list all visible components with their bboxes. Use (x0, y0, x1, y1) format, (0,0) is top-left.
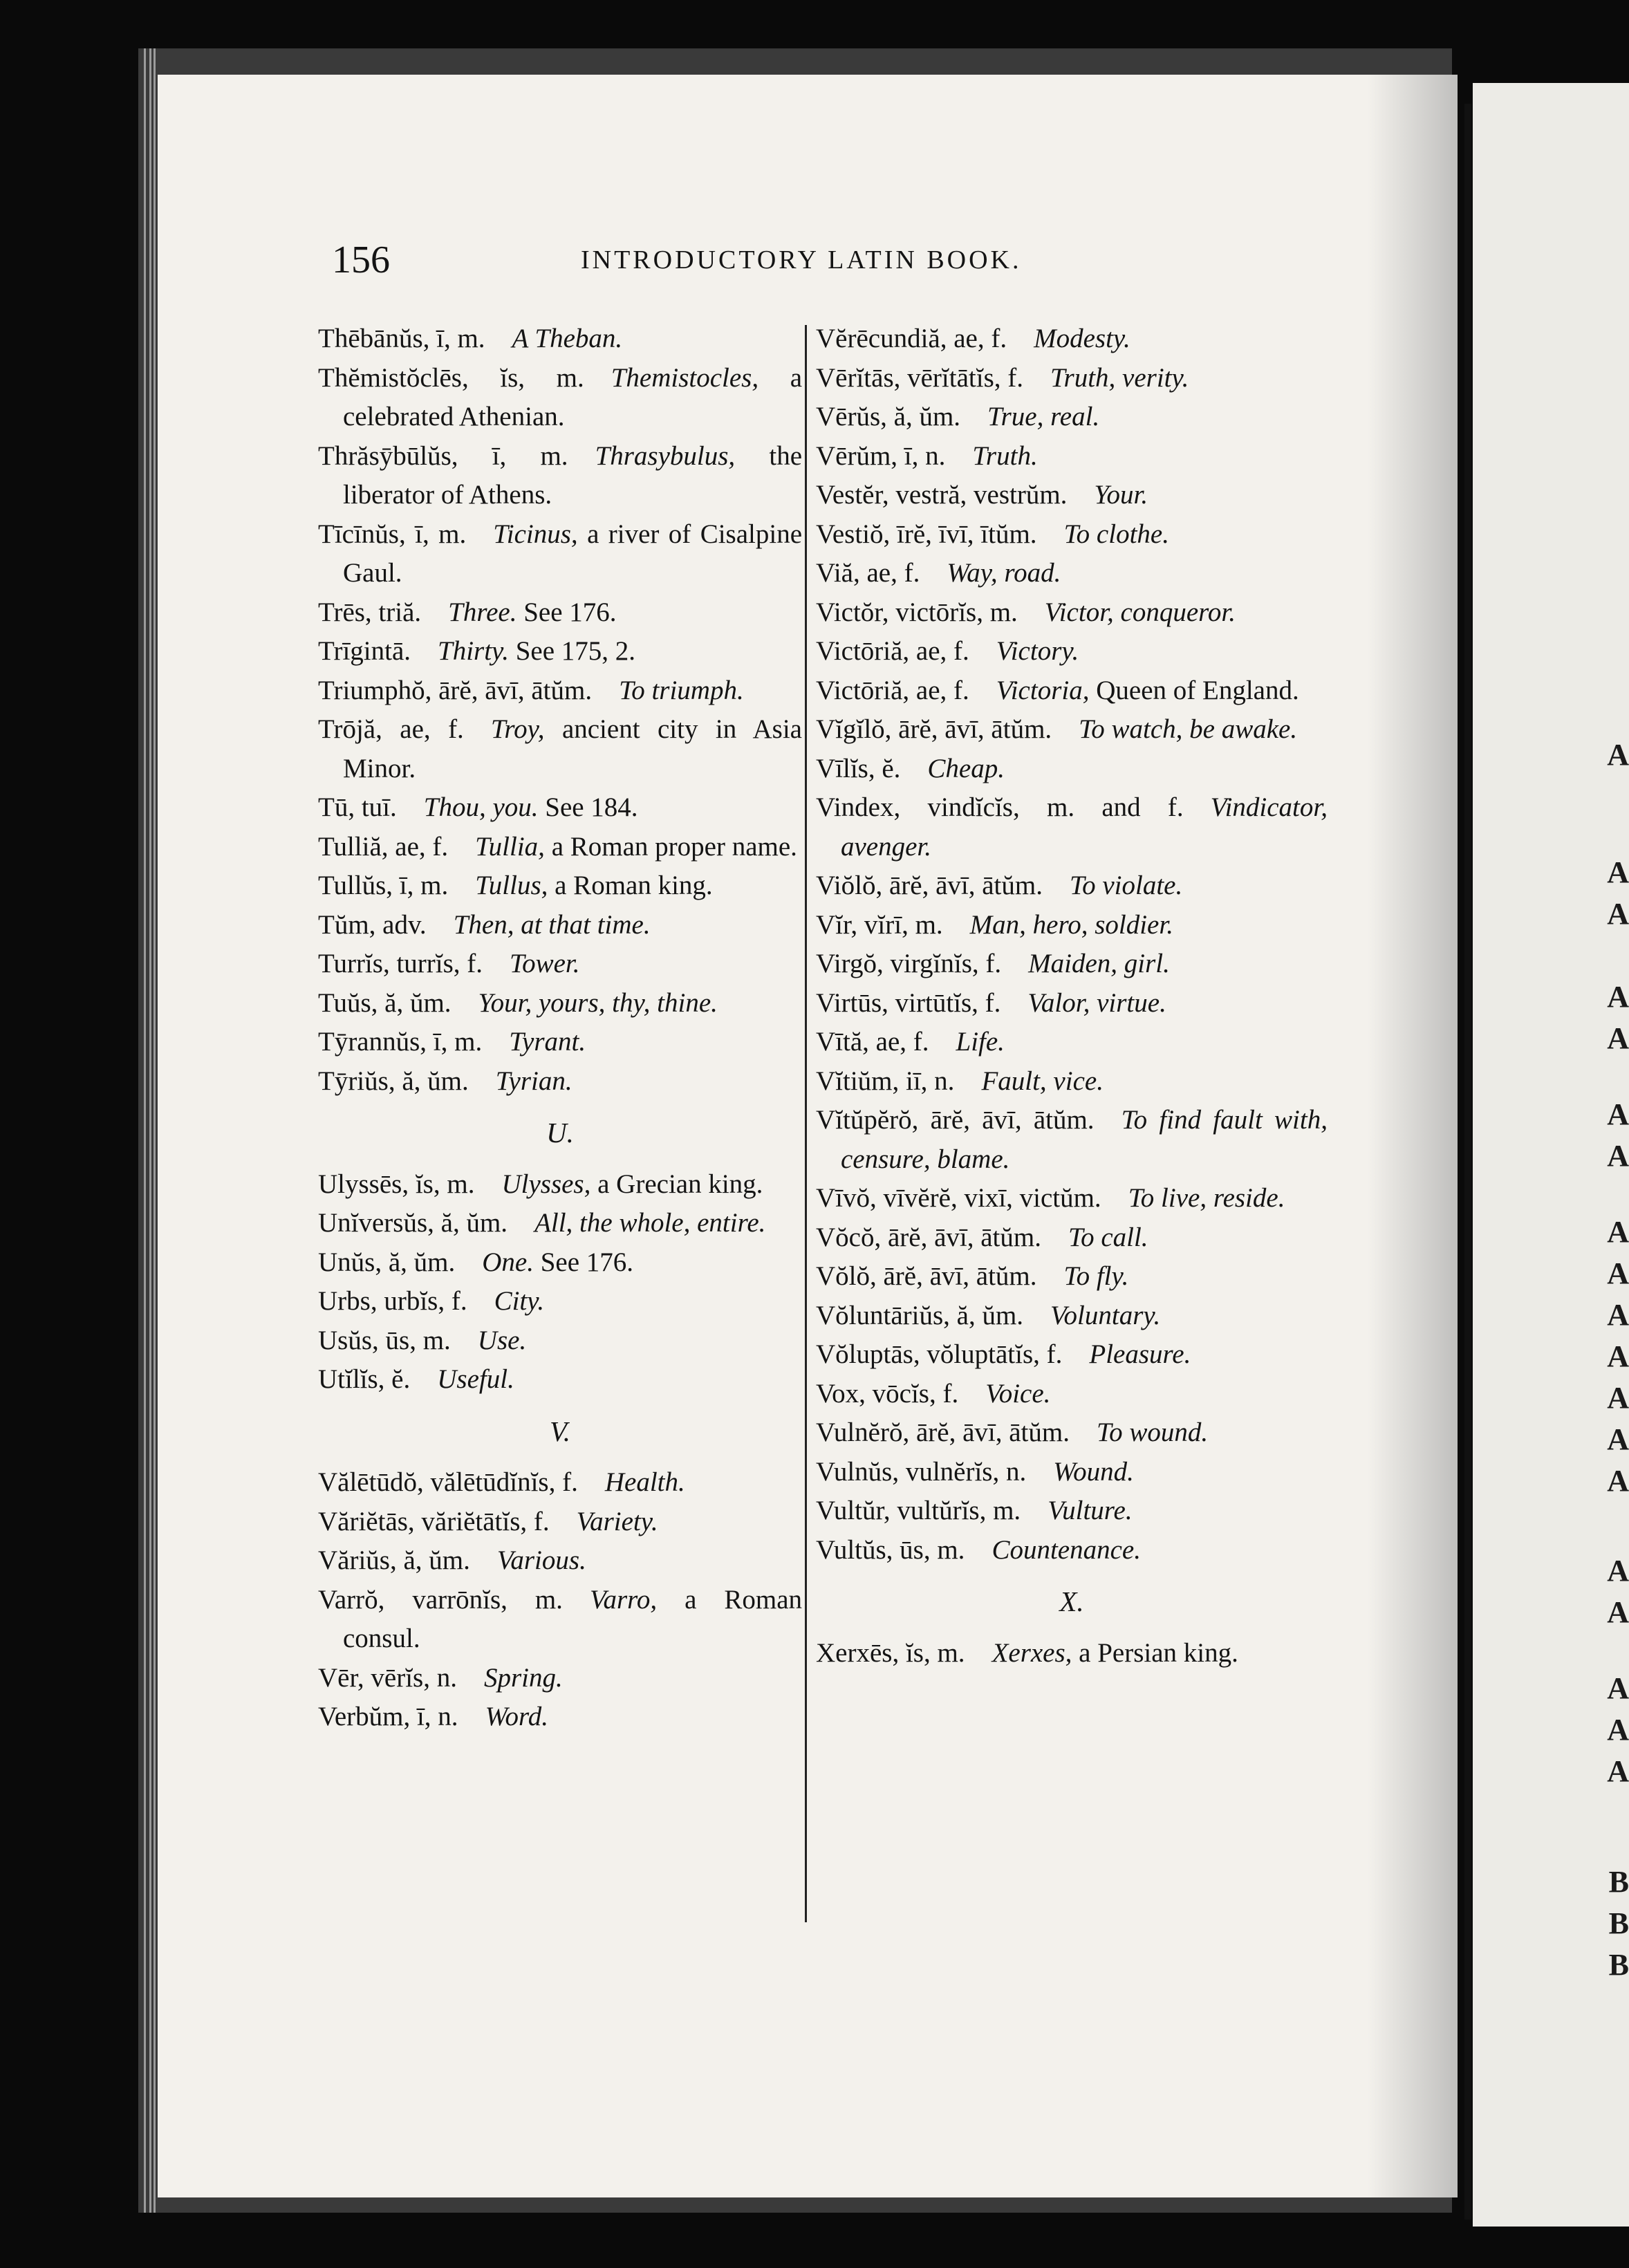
dictionary-entry (816, 319, 1328, 359)
dictionary-entry (816, 1101, 1328, 1179)
entries-u (318, 1165, 802, 1400)
entry-definition: Man, hero, soldier. (969, 909, 1173, 940)
dictionary-entry (816, 1062, 1328, 1102)
facing-page-letter: B (1608, 1865, 1629, 1899)
entry-definition: Truth, verity. (1050, 362, 1189, 393)
entry-headword: Vērŭm, ī, n. (816, 440, 946, 471)
entries-t (318, 319, 802, 1101)
running-head: INTRODUCTORY LATIN BOOK. (581, 245, 1022, 275)
entry-headword: Vestiŏ, īrĕ, īvī, ītŭm. (816, 519, 1037, 549)
entry-definition: Tullia, (475, 831, 545, 862)
entry-definition: Vindicator, avenger. (841, 792, 1328, 862)
dictionary-entry (816, 710, 1328, 750)
dictionary-entry (318, 593, 802, 633)
dictionary-entry (318, 437, 802, 515)
entry-headword: Victōriă, ae, f. (816, 675, 969, 705)
dictionary-entry (816, 437, 1328, 476)
dictionary-entry (318, 1659, 802, 1698)
entry-definition: Pleasure. (1089, 1339, 1191, 1369)
entry-note: a Grecian king. (597, 1169, 763, 1199)
entry-definition: Way, road. (947, 558, 1061, 588)
entry-headword: Tȳrannŭs, ī, m. (318, 1027, 483, 1057)
entry-headword: Tulliă, ae, f. (318, 831, 449, 862)
dictionary-entry (318, 1581, 802, 1659)
entry-note: See 175, 2. (515, 636, 636, 666)
dictionary-entry (318, 906, 802, 945)
entry-headword: Vĭtŭpĕrŏ, ārĕ, āvī, ātŭm. (816, 1105, 1095, 1135)
entry-definition: Truth. (972, 440, 1038, 471)
entry-headword: Ulyssēs, ĭs, m. (318, 1169, 475, 1199)
entry-headword: Vītă, ae, f. (816, 1027, 929, 1057)
entry-definition: Fault, vice. (981, 1066, 1104, 1096)
entry-definition: Victory. (996, 636, 1079, 666)
page-number: 156 (332, 239, 390, 281)
dictionary-entry (318, 788, 802, 828)
facing-page-letter: A (1607, 1713, 1629, 1747)
dictionary-entry (816, 1413, 1328, 1453)
entry-definition: To live, reside. (1128, 1183, 1285, 1213)
entry-headword: Vēr, vērĭs, n. (318, 1662, 457, 1693)
entry-definition: Word. (485, 1702, 548, 1731)
page-edge (149, 48, 151, 2213)
dictionary-entry (816, 515, 1328, 555)
entry-note: See 184. (545, 792, 638, 822)
entry-definition: To call. (1068, 1222, 1148, 1252)
dictionary-entry (318, 632, 802, 671)
entry-definition: Victor, conqueror. (1044, 597, 1236, 627)
entry-definition: Spring. (483, 1662, 563, 1693)
entry-definition: Tower. (510, 949, 580, 978)
dictionary-entry (816, 554, 1328, 593)
entry-headword: Unŭs, ă, ŭm. (318, 1247, 456, 1277)
section-heading-v: V. (549, 1415, 570, 1447)
entries-x (816, 1634, 1328, 1673)
entry-headword: Unĭversŭs, ă, ŭm. (318, 1208, 508, 1238)
book-gutter (1464, 104, 1471, 2220)
entry-definition: Ulysses, (501, 1169, 591, 1199)
entry-headword: Tȳriŭs, ă, ŭm. (318, 1066, 469, 1096)
entry-note: See 176. (523, 597, 617, 627)
entry-definition: Valor, virtue. (1027, 987, 1166, 1018)
entry-headword: Victōriă, ae, f. (816, 636, 969, 666)
entry-headword: Vŏluptās, vŏluptātĭs, f. (816, 1339, 1063, 1369)
dictionary-entry (318, 671, 802, 711)
entry-definition: Xerxes, (992, 1637, 1072, 1668)
entry-note: a celebrated Athenian. (343, 362, 802, 431)
entry-headword: Vērĭtās, vērĭtātĭs, f. (816, 362, 1023, 393)
dictionary-entry (318, 1463, 802, 1503)
dictionary-entry (816, 1335, 1328, 1375)
facing-page-letter: A (1607, 1097, 1629, 1131)
entries-v-left (318, 1463, 802, 1737)
dictionary-entry (318, 1282, 802, 1321)
entry-definition: Life. (956, 1027, 1005, 1057)
entry-note: the liberator of Athens. (343, 440, 803, 510)
entry-headword: Văriĕtās, văriĕtātĭs, f. (318, 1506, 550, 1536)
facing-page-letter: A (1607, 897, 1629, 931)
section-heading-x: X. (1059, 1586, 1084, 1617)
facing-page-letter: A (1607, 1671, 1629, 1705)
entry-definition: Thou, you. (423, 792, 539, 822)
entry-definition: Ticinus, (493, 519, 578, 549)
entry-definition: Themistocles, (611, 362, 759, 393)
dictionary-entry (816, 632, 1328, 671)
facing-page-letter: A (1607, 855, 1629, 889)
entry-headword: Vălētūdŏ, vălētūdĭnĭs, f. (318, 1467, 578, 1497)
facing-page-letter: A (1607, 1554, 1629, 1588)
entry-headword: Usŭs, ūs, m. (318, 1325, 451, 1355)
entry-headword: Virgŏ, virgĭnĭs, f. (816, 949, 1002, 978)
entry-note: Queen of England. (1096, 675, 1299, 705)
dictionary-entry (816, 866, 1328, 906)
entry-definition: To wound. (1096, 1418, 1209, 1447)
entry-headword: Tullŭs, ī, m. (318, 871, 449, 900)
dictionary-entry (318, 1360, 802, 1400)
dictionary-entry (816, 398, 1328, 437)
facing-page-letter: A (1607, 1422, 1629, 1456)
entry-headword: Verbŭm, ī, n. (318, 1702, 458, 1731)
entry-definition: Your. (1094, 480, 1148, 510)
dictionary-entry (318, 1321, 802, 1361)
dictionary-entry (318, 828, 802, 867)
entry-headword: Thrăsȳbūlŭs, ī, m. (318, 440, 568, 471)
entry-headword: Vĭr, vĭrī, m. (816, 909, 943, 940)
entry-headword: Vĭtiŭm, iī, n. (816, 1066, 955, 1096)
dictionary-entry (318, 984, 802, 1023)
entry-headword: Xerxēs, ĭs, m. (816, 1637, 965, 1668)
entry-headword: Viă, ae, f. (816, 558, 920, 588)
entry-note: See 176. (540, 1247, 634, 1277)
dictionary-entry (318, 515, 802, 593)
dictionary-entry (318, 1503, 802, 1542)
facing-page-letter: A (1607, 1754, 1629, 1788)
entry-definition: Thrasybulus, (595, 440, 736, 471)
page-header (332, 238, 1369, 279)
dictionary-entry (318, 1204, 802, 1243)
dictionary-entry (816, 945, 1328, 984)
dictionary-entry (318, 1023, 802, 1062)
entry-headword: Vulnĕrŏ, ārĕ, āvī, ātŭm. (816, 1418, 1070, 1447)
facing-page-letter: B (1608, 1948, 1629, 1982)
facing-page-letter: A (1607, 738, 1629, 772)
dictionary-entry (816, 1634, 1328, 1673)
entry-headword: Vērŭs, ă, ŭm. (816, 402, 961, 431)
entry-definition: Tullus, (475, 871, 548, 900)
entry-definition: Then, at that time. (453, 909, 651, 940)
entry-definition: To find fault with, censure, blame. (841, 1105, 1328, 1174)
entry-headword: Thēbānŭs, ī, m. (318, 324, 485, 353)
entry-definition: Victoria, (996, 675, 1090, 705)
entry-definition: Three. (448, 597, 517, 627)
dictionary-entry (318, 945, 802, 984)
entry-headword: Vŏlŏ, ārĕ, āvī, ātŭm. (816, 1261, 1037, 1291)
dictionary-entry (318, 1541, 802, 1581)
facing-page-letter: A (1607, 1381, 1629, 1415)
entry-definition: To triumph. (619, 675, 744, 705)
dictionary-entry (816, 476, 1328, 515)
entry-definition: Maiden, girl. (1028, 949, 1170, 978)
facing-page-letter: A (1607, 1139, 1629, 1173)
entry-definition: Variety. (576, 1506, 658, 1536)
facing-page-letter: A (1607, 1298, 1629, 1332)
entry-definition: True, real. (987, 402, 1100, 431)
entry-headword: Vĭgĭlŏ, ārĕ, āvī, ātŭm. (816, 714, 1052, 744)
facing-page-letter: A (1607, 1215, 1629, 1249)
entry-definition: City. (494, 1286, 545, 1316)
entry-definition: Modesty. (1034, 324, 1130, 353)
dictionary-entry (816, 1179, 1328, 1218)
dictionary-entry (318, 1698, 802, 1737)
dictionary-entry (816, 984, 1328, 1023)
entry-note: a Roman proper name. (551, 831, 797, 862)
entry-note: a river of Cisalpine Gaul. (343, 519, 803, 588)
dictionary-entry (816, 1218, 1328, 1258)
entry-headword: Urbs, urbĭs, f. (318, 1286, 467, 1316)
right-column (816, 319, 1328, 1673)
facing-page-letter: A (1607, 1464, 1629, 1498)
dictionary-entry (816, 1023, 1328, 1062)
entry-definition: Countenance. (992, 1534, 1141, 1565)
dictionary-entry (816, 1453, 1328, 1492)
entry-headword: Vestĕr, vestră, vestrŭm. (816, 480, 1068, 510)
dictionary-entry (318, 866, 802, 906)
entry-note: a Roman king. (555, 871, 713, 900)
entry-headword: Vultŭr, vultŭrĭs, m. (816, 1496, 1021, 1525)
entry-headword: Thĕmistŏclēs, ĭs, m. (318, 362, 584, 393)
entry-definition: Various. (496, 1545, 586, 1575)
entry-definition: Wound. (1053, 1456, 1134, 1487)
entry-headword: Utĭlĭs, ĕ. (318, 1364, 411, 1394)
entry-headword: Tīcīnŭs, ī, m. (318, 519, 467, 549)
entry-headword: Văriŭs, ă, ŭm. (318, 1545, 470, 1575)
entry-headword: Tŭm, adv. (318, 909, 427, 940)
facing-page-edge (1473, 83, 1629, 2227)
entry-headword: Victŏr, victōrĭs, m. (816, 597, 1018, 627)
entry-headword: Trōjă, ae, f. (318, 714, 464, 744)
left-column (318, 319, 802, 1737)
facing-page-letter: B (1608, 1906, 1629, 1940)
entry-definition: A Theban. (512, 324, 623, 353)
entry-definition: Voluntary. (1050, 1300, 1161, 1330)
entry-headword: Trīgintā. (318, 636, 411, 666)
dictionary-entry (318, 1062, 802, 1102)
dictionary-entry (816, 788, 1328, 866)
entry-headword: Virtūs, virtūtĭs, f. (816, 987, 1001, 1018)
entry-headword: Vindex, vindĭcĭs, m. and f. (816, 792, 1184, 822)
entry-definition: Cheap. (927, 753, 1005, 783)
entry-definition: All, the whole, entire. (534, 1208, 766, 1238)
page-edge (153, 48, 156, 2213)
dictionary-entry (816, 1257, 1328, 1296)
dictionary-entry (816, 1375, 1328, 1414)
dictionary-entry (318, 1165, 802, 1205)
entry-headword: Vĕrēcundiă, ae, f. (816, 324, 1007, 353)
dictionary-entry (816, 1491, 1328, 1531)
entry-headword: Varrŏ, varrōnĭs, m. (318, 1584, 563, 1615)
entry-headword: Tū, tuī. (318, 792, 397, 822)
page-edge (144, 48, 146, 2213)
entry-definition: Thirty. (438, 636, 509, 666)
entry-definition: To watch, be awake. (1079, 714, 1298, 744)
entry-headword: Vox, vōcĭs, f. (816, 1378, 959, 1409)
dictionary-entry (816, 1296, 1328, 1336)
dictionary-entry (816, 671, 1328, 711)
entry-definition: Vulture. (1048, 1496, 1133, 1525)
entry-headword: Tuŭs, ă, ŭm. (318, 987, 452, 1018)
entry-headword: Viŏlŏ, ārĕ, āvī, ātŭm. (816, 871, 1043, 900)
entry-definition: Varro, (589, 1584, 658, 1615)
entry-definition: To fly. (1063, 1261, 1129, 1291)
gutter-shadow (1368, 75, 1458, 2197)
dictionary-entry (816, 906, 1328, 945)
entries-v-right (816, 319, 1328, 1570)
entry-headword: Vŏcŏ, ārĕ, āvī, ātŭm. (816, 1222, 1041, 1252)
facing-page-letter: A (1607, 1256, 1629, 1290)
facing-page-letter: A (1607, 1021, 1629, 1055)
dictionary-entry (816, 1531, 1328, 1570)
entry-definition: Use. (477, 1325, 527, 1355)
dictionary-entry (318, 1243, 802, 1283)
entry-headword: Vŏluntāriŭs, ă, ŭm. (816, 1300, 1024, 1330)
entry-note: ancient city in Asia Minor. (343, 714, 802, 783)
entry-definition: Tyrian. (495, 1066, 573, 1096)
entry-definition: Tyrant. (509, 1027, 586, 1057)
entry-headword: Triumphŏ, ārĕ, āvī, ātŭm. (318, 675, 593, 705)
dictionary-entry (318, 710, 802, 788)
dictionary-entry (816, 359, 1328, 398)
entry-headword: Vīlĭs, ĕ. (816, 753, 901, 783)
facing-page-letter: A (1607, 1339, 1629, 1373)
entry-definition: Voice. (985, 1378, 1051, 1409)
column-divider (805, 325, 807, 1922)
dictionary-entry (318, 359, 802, 437)
entry-headword: Vultŭs, ūs, m. (816, 1534, 965, 1565)
entry-definition: Your, yours, thy, thine. (478, 987, 718, 1018)
facing-page-letter: A (1607, 980, 1629, 1014)
entry-definition: Useful. (437, 1364, 514, 1394)
entry-definition: One. (482, 1247, 534, 1277)
entry-definition: To clothe. (1063, 519, 1169, 549)
dictionary-entry (318, 319, 802, 359)
entry-note: a Persian king. (1079, 1637, 1238, 1668)
facing-page-letter: A (1607, 1595, 1629, 1629)
entry-headword: Vulnŭs, vulnĕrĭs, n. (816, 1456, 1027, 1487)
section-heading-u: U. (546, 1117, 574, 1149)
dictionary-entry (816, 750, 1328, 789)
entry-note: a Roman consul. (343, 1584, 803, 1653)
entry-definition: To violate. (1069, 871, 1183, 900)
entry-headword: Vīvŏ, vīvĕrĕ, vixī, victŭm. (816, 1183, 1101, 1213)
entry-headword: Turrĭs, turrĭs, f. (318, 949, 483, 978)
entry-definition: Troy, (490, 714, 545, 744)
entry-headword: Trēs, triă. (318, 597, 422, 627)
dictionary-entry (816, 593, 1328, 633)
entry-definition: Health. (604, 1467, 685, 1497)
